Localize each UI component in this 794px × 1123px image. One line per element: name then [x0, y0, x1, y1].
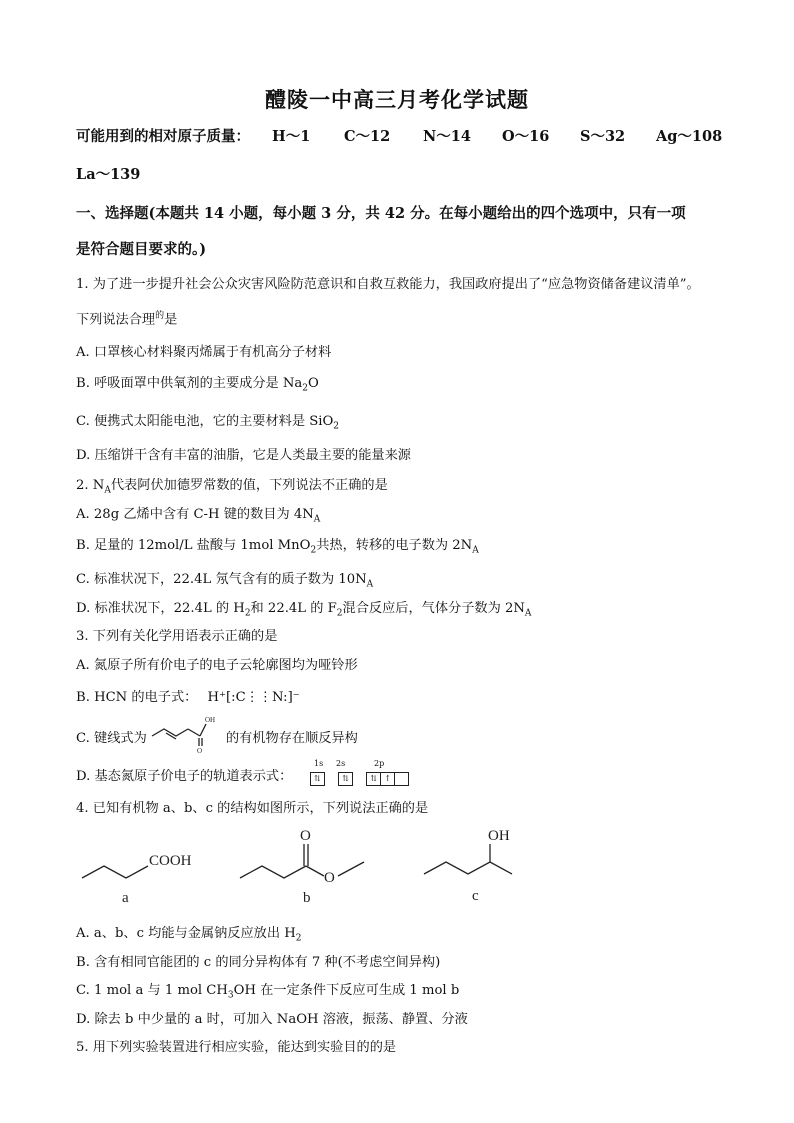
q2-stem: [76, 474, 388, 496]
atomic-mass-la: La～139: [76, 166, 141, 183]
molecule-b-label: b: [303, 890, 311, 906]
q2-option-c-text: C. 标准状况下，22.4L 氖气含有的质子数为 10N: [76, 572, 367, 587]
q2-option-d-mid2: 混合反应后，气体分子数为 2N: [342, 601, 525, 616]
q3-option-a: A. 氮原子所有价电子的电子云轮廓图均为哑铃形: [76, 658, 358, 673]
molecule-a-label: a: [122, 890, 129, 906]
q2-option-b-mid: 共热，转移的电子数为 2N: [316, 538, 473, 553]
q4-stem: 4. 已知有机物 a、b、c 的结构如图所示，下列说法正确的是: [76, 801, 429, 816]
q1-stem-text: 下列说法合理: [76, 312, 156, 328]
orbital-box-1s: ⇅: [310, 772, 325, 786]
molecule-b-methyl-bond: [338, 862, 364, 876]
q1-stem-de: 的: [155, 311, 165, 321]
molecule-c-label: c: [472, 888, 479, 904]
q4-option-a-text: A. a、b、c 均能与金属钠反应放出 H: [76, 926, 296, 941]
q2-option-b-sub1: 2: [310, 545, 317, 556]
q4-option-c-text: C. 1 mol a 与 1 mol CH: [76, 983, 228, 998]
q3-option-d-text: D. 基态氮原子价电子的轨道表示式：: [76, 769, 293, 784]
q4-option-b: B. 含有相同官能团的 c 的同分异构体有 7 种(不考虑空间异构): [76, 955, 441, 970]
molecule-b-structure-icon: [236, 822, 376, 912]
molecule-b-chain: [240, 866, 306, 878]
page-title: 醴陵一中高三月考化学试题: [265, 87, 529, 112]
double-bond-line: [166, 733, 176, 739]
q1-stem-line1: 1. 为了进一步提升社会公众灾害风险防范意识和自救互救能力，我国政府提出了“应急物资储备建议清单”。: [76, 277, 700, 292]
orbital-box-2p-3: [394, 772, 409, 786]
atomic-mass-n: N～14: [423, 128, 471, 145]
carboxyl-bond: [188, 729, 200, 736]
q1-option-c-sub: 2: [333, 421, 339, 432]
molecule-b-carbonyl-o: O: [300, 828, 311, 844]
q2-option-d-sub3: A: [524, 608, 532, 619]
q4-option-c-post: OH 在一定条件下反应可生成 1 mol b: [233, 983, 460, 998]
molecule-b-ester-o: O: [324, 870, 335, 886]
q3-option-d: [76, 765, 292, 784]
q2-option-d: [76, 597, 531, 619]
q2-option-a: [76, 503, 320, 525]
molecule-a-chain: [82, 866, 148, 878]
orbital-box-2p-1: ⇅: [366, 772, 381, 786]
q3-option-c-post: 的有机物存在顺反异构: [226, 731, 358, 746]
q2-option-b-text: B. 足量的 12mol/L 盐酸与 1mol MnO: [76, 538, 311, 553]
q2-option-d-mid: 和 22.4L 的 F: [250, 601, 337, 616]
q3-stem: 3. 下列有关化学用语表示正确的是: [76, 629, 278, 644]
q1-option-d: D. 压缩饼干含有丰富的油脂，它是人类最主要的能量来源: [76, 448, 411, 463]
q4-option-c-sub: 3: [227, 990, 234, 1001]
atomic-mass-ag: Ag～108: [656, 128, 723, 145]
atomic-mass-h: H～1: [272, 128, 311, 145]
oh-text: OH: [205, 716, 216, 724]
q1-option-b-tail: O: [308, 376, 319, 391]
q1-stem-shi: 是: [164, 312, 178, 328]
molecule-a-structure-icon: [78, 840, 218, 910]
atomic-mass-o: O～16: [502, 128, 550, 145]
q2-option-a-sub: A: [313, 514, 321, 525]
q5-stem: 5. 用下列实验装置进行相应实验，能达到实验目的的是: [76, 1040, 397, 1055]
section-heading-line1: 一、选择题(本题共 14 小题，每小题 3 分，共 42 分。在每小题给出的四个选项中，只有一项: [76, 205, 686, 222]
q1-option-b-sub: 2: [302, 383, 309, 394]
o-text: O: [197, 747, 203, 754]
orbital-box-2s: ⇅: [338, 772, 353, 786]
q1-option-c-text: C. 便携式太阳能电池，它的主要材料是 SiO: [76, 414, 334, 429]
molecule-c-chain: [424, 862, 512, 874]
atomic-mass-label: 可能用到的相对原子质量：: [76, 128, 250, 145]
q1-option-c: [76, 410, 339, 432]
molecule-b-ester-bond: [306, 866, 324, 876]
orbital-label-1s: 1s: [314, 759, 324, 768]
q2-option-b: [76, 534, 479, 556]
q2-option-a-text: A. 28g 乙烯中含有 C-H 键的数目为 4N: [76, 507, 314, 522]
crotonic-acid-structure-icon: [150, 712, 225, 754]
q3-option-b-text: B. HCN 的电子式：: [76, 690, 198, 705]
orbital-label-2p: 2p: [374, 759, 385, 768]
q4-option-d: D. 除去 b 中少量的 a 时，可加入 NaOH 溶液，振荡、静置、分液: [76, 1012, 468, 1027]
q4-option-a: [76, 922, 301, 944]
q3-option-b: [76, 686, 300, 705]
q2-option-c: [76, 568, 373, 590]
molecule-c-oh: OH: [488, 828, 510, 844]
q2-option-d-sub1: 2: [244, 608, 251, 619]
q1-stem-line2: [76, 308, 177, 327]
q2-stem-post: 代表阿伏加德罗常数的值，下列说法不正确的是: [110, 478, 388, 493]
q2-stem-pre: 2. N: [76, 478, 105, 493]
molecule-a-cooh: COOH: [149, 853, 192, 869]
oh-bond: [200, 724, 206, 736]
q2-option-b-sub2: A: [472, 545, 479, 556]
hcn-electron-formula: H⁺[:C⋮⋮N:]⁻: [207, 690, 300, 705]
q4-option-c: [76, 979, 459, 1001]
atomic-mass-s: S～32: [580, 128, 626, 145]
orbital-label-2s: 2s: [336, 759, 346, 768]
section-heading-line2: 是符合题目要求的。): [76, 241, 207, 258]
q1-option-b: [76, 372, 319, 394]
molecule-c-structure-icon: [420, 822, 540, 912]
q2-option-d-sub2: 2: [336, 608, 343, 619]
orbital-box-2p-2: ↑: [380, 772, 395, 786]
orbital-diagram: [311, 759, 409, 787]
q2-option-d-text: D. 标准状况下，22.4L 的 H: [76, 601, 245, 616]
q1-option-b-text: B. 呼吸面罩中供氧剂的主要成分是 Na: [76, 376, 303, 391]
atomic-mass-c: C～12: [344, 128, 391, 145]
q1-option-a: A. 口罩核心材料聚丙烯属于有机高分子材料: [76, 345, 332, 360]
q3-option-c-pre: C. 键线式为: [76, 731, 147, 746]
q4-option-a-sub: 2: [295, 933, 302, 944]
q2-option-c-sub: A: [366, 579, 374, 590]
q2-stem-sub: A: [104, 485, 111, 496]
